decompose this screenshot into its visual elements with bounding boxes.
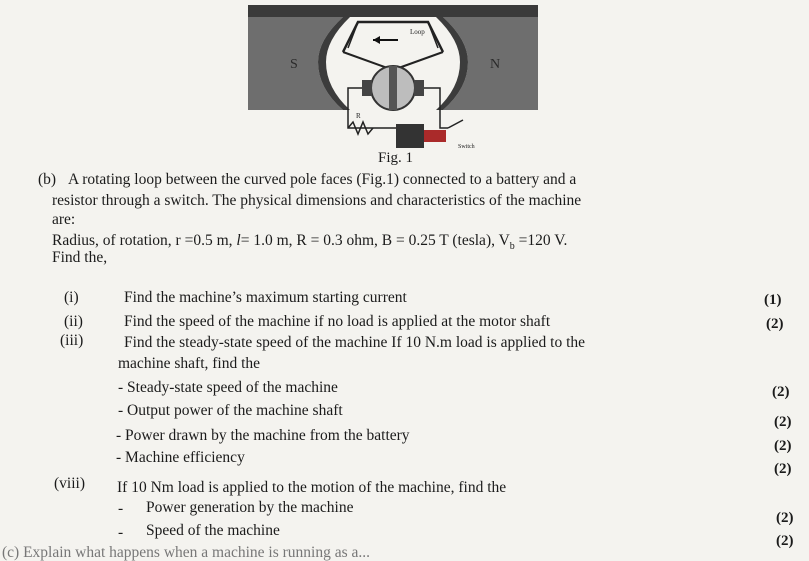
question-ii-text: Find the speed of the machine if no load is applied at the motor shaft — [124, 313, 551, 330]
subitem-speed: Speed of the machine — [146, 522, 280, 539]
subitem-efficiency-marks: (2) — [774, 461, 792, 477]
s-pole-label: S — [290, 57, 298, 72]
subitem-power-drawn: - Power drawn by the machine from the battery — [116, 427, 410, 444]
switch-label: Switch — [458, 144, 475, 150]
part-b-label: (b) — [38, 171, 57, 188]
subitem-output-power: - Output power of the machine shaft — [118, 402, 343, 419]
loop-wire — [343, 22, 443, 52]
battery — [396, 124, 424, 148]
intro-line-3: are: — [52, 211, 76, 228]
subitem-steady-speed: - Steady-state speed of the machine — [118, 379, 338, 396]
question-viii-text: If 10 Nm load is applied to the motion of the machine, find the — [117, 479, 507, 496]
question-viii-number: (viii) — [54, 475, 85, 492]
figure-rotating-loop — [248, 0, 538, 152]
question-iii-text: Find the steady-state speed of the machine If 10 N.m load is applied to the — [124, 334, 586, 351]
brush-left — [362, 80, 372, 96]
subitem-viii-bullet-1: - — [118, 500, 124, 517]
resistor-label: R — [356, 112, 361, 120]
n-pole-label: N — [490, 57, 501, 72]
intro-line-2: resistor through a switch. The physical dimensions and characteristics of the machine — [52, 192, 582, 209]
parameters-line: Radius, of rotation, r =0.5 m, l= 1.0 m, R = 0.3 ohm, B = 0.25 T (tesla), $V_b =120$ V. — [52, 232, 568, 253]
subitem-viii-bullet-2: - — [118, 524, 124, 541]
brush-right — [414, 80, 424, 96]
switch — [448, 120, 463, 128]
question-iii-number: (iii) — [60, 332, 84, 349]
subitem-speed-marks: (2) — [776, 533, 794, 549]
subitem-steady-speed-marks: (2) — [772, 384, 790, 400]
subitem-power-drawn-marks: (2) — [774, 438, 792, 454]
figure-caption: Fig. 1 — [378, 150, 414, 166]
part-c-cutoff: (c) Explain what happens when a machine is running as a... — [2, 544, 371, 561]
question-ii-marks: (2) — [766, 316, 784, 332]
intro-line-1: A rotating loop between the curved pole faces (Fig.1) connected to a battery and a — [68, 171, 577, 188]
question-i-text: Find the machine’s maximum starting current — [124, 289, 407, 306]
subitem-power-generation: Power generation by the machine — [146, 499, 354, 516]
subitem-power-generation-marks: (2) — [776, 510, 794, 526]
loop-label: Loop — [410, 28, 425, 36]
question-iii-text-cont: machine shaft, find the — [118, 355, 261, 372]
subitem-efficiency: - Machine efficiency — [116, 449, 245, 466]
question-i-marks: (1) — [764, 292, 782, 308]
question-i-number: (i) — [64, 289, 79, 306]
question-ii-number: (ii) — [64, 313, 83, 330]
find-the-line: Find the, — [52, 249, 108, 266]
subitem-output-power-marks: (2) — [774, 414, 792, 430]
